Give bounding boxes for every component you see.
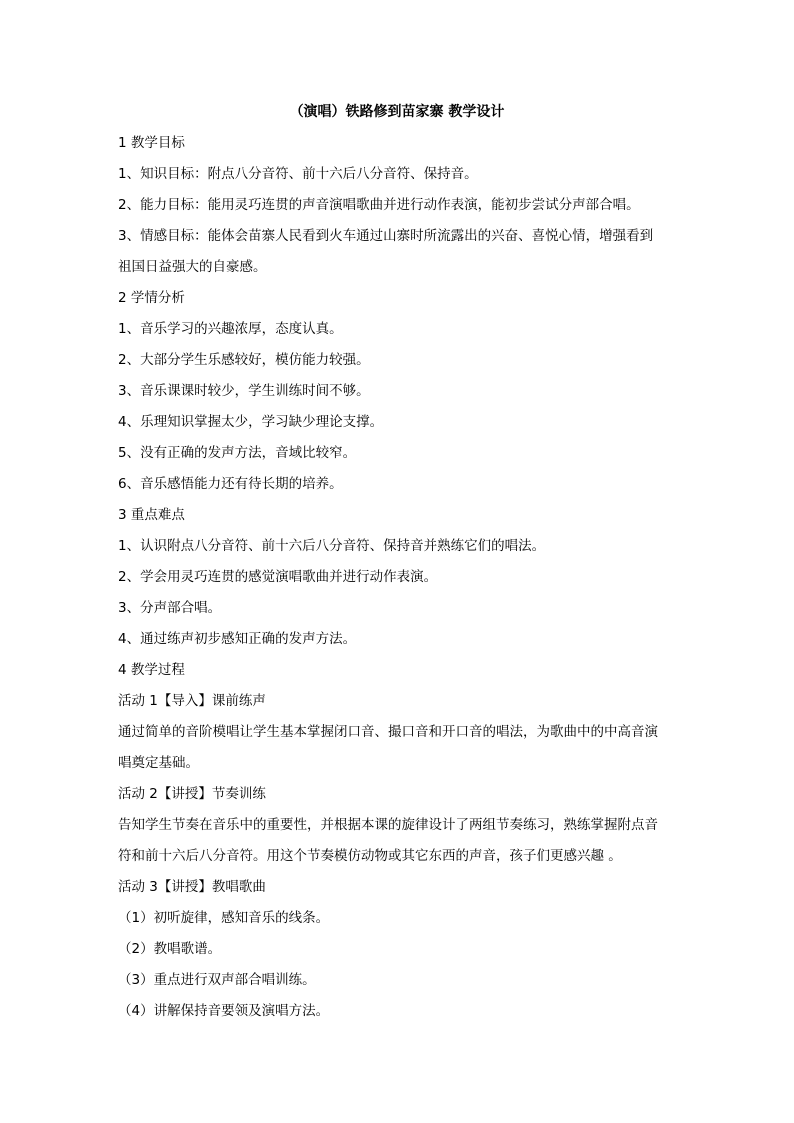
paragraph-line: 1、知识目标：附点八分音符、前十六后八分音符、保持音。	[118, 166, 478, 182]
section-heading-process: 4 教学过程	[118, 662, 185, 678]
section-heading-objectives: 1 教学目标	[118, 135, 185, 151]
paragraph-line: 2、能力目标：能用灵巧连贯的声音演唱歌曲并进行动作表演，能初步尝试分声部合唱。	[118, 197, 640, 213]
paragraph-line: 3、分声部合唱。	[118, 600, 222, 616]
paragraph-line: 4、乐理知识掌握太少，学习缺少理论支撑。	[118, 414, 384, 430]
paragraph-line: 唱奠定基础。	[118, 755, 199, 771]
paragraph-line: （3）重点进行双声部合唱训练。	[118, 972, 316, 988]
activity-heading: 活动 1【导入】课前练声	[118, 693, 266, 709]
paragraph-line: 6、音乐感悟能力还有待长期的培养。	[118, 476, 343, 492]
paragraph-line: 2、学会用灵巧连贯的感觉演唱歌曲并进行动作表演。	[118, 569, 438, 585]
paragraph-line: 通过简单的音阶模唱让学生基本掌握闭口音、撮口音和开口音的唱法，为歌曲中的中高音演	[118, 724, 658, 740]
page-title: （演唱）铁路修到苗家寨 教学设计	[289, 104, 505, 120]
paragraph-line: （2）教唱歌谱。	[118, 941, 222, 957]
paragraph-line: 1、音乐学习的兴趣浓厚，态度认真。	[118, 321, 343, 337]
activity-heading: 活动 3【讲授】教唱歌曲	[118, 879, 266, 895]
section-heading-analysis: 2 学情分析	[118, 290, 185, 306]
paragraph-line: （4）讲解保持音要领及演唱方法。	[118, 1003, 330, 1019]
paragraph-line: 1、认识附点八分音符、前十六后八分音符、保持音并熟练它们的唱法。	[118, 538, 546, 554]
paragraph-line: 告知学生节奏在音乐中的重要性，并根据本课的旋律设计了两组节奏练习，熟练掌握附点音	[118, 817, 658, 833]
activity-heading: 活动 2【讲授】节奏训练	[118, 786, 266, 802]
paragraph-line: 祖国日益强大的自豪感。	[118, 259, 267, 275]
paragraph-line: 2、大部分学生乐感较好，模仿能力较强。	[118, 352, 370, 368]
paragraph-line: 4、通过练声初步感知正确的发声方法。	[118, 631, 357, 647]
paragraph-line: （1）初听旋律，感知音乐的线条。	[118, 910, 330, 926]
paragraph-line: 符和前十六后八分音符。用这个节奏模仿动物或其它东西的声音，孩子们更感兴趣 。	[118, 848, 622, 864]
paragraph-line: 3、情感目标：能体会苗寨人民看到火车通过山寨时所流露出的兴奋、喜悦心情，增强看到	[118, 228, 654, 244]
paragraph-line: 5、没有正确的发声方法，音域比较窄。	[118, 445, 357, 461]
section-heading-key-points: 3 重点难点	[118, 507, 185, 523]
paragraph-line: 3、音乐课课时较少，学生训练时间不够。	[118, 383, 370, 399]
